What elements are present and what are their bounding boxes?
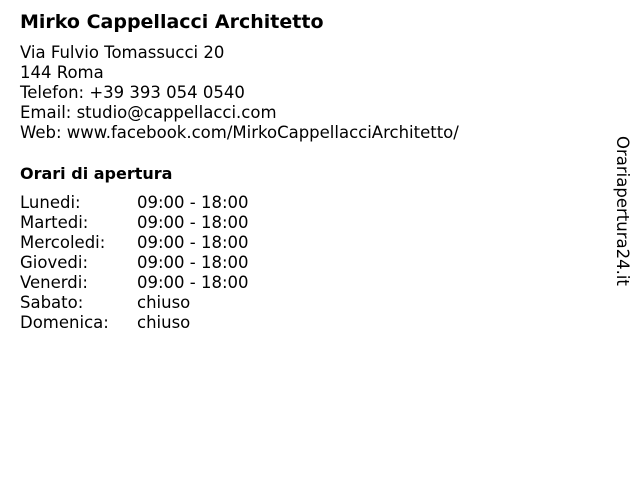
business-name: Mirko Cappellacci Architetto xyxy=(20,11,324,33)
hours-row-monday xyxy=(20,193,249,213)
hours-row-friday xyxy=(20,273,249,293)
website-line: Web: www.facebook.com/MirkoCappellacciArchitetto/ xyxy=(20,123,459,142)
day-label: Venerdi: xyxy=(20,273,88,292)
hours-row-thursday xyxy=(20,253,249,273)
day-label: Giovedi: xyxy=(20,253,88,272)
opening-hours-heading: Orari di apertura xyxy=(20,164,173,183)
day-label: Martedi: xyxy=(20,213,89,232)
street-address: Via Fulvio Tomassucci 20 xyxy=(20,43,225,62)
day-label: Mercoledi: xyxy=(20,233,106,252)
day-hours: 09:00 - 18:00 xyxy=(137,253,249,272)
day-hours: chiuso xyxy=(137,293,191,312)
day-hours: 09:00 - 18:00 xyxy=(137,193,249,212)
hours-row-wednesday xyxy=(20,233,249,253)
hours-row-saturday xyxy=(20,293,249,313)
day-label: Lunedi: xyxy=(20,193,81,212)
day-hours: chiuso xyxy=(137,313,191,332)
brand-watermark xyxy=(612,136,632,311)
phone-line: Telefon: +39 393 054 0540 xyxy=(20,83,245,102)
day-label: Sabato: xyxy=(20,293,84,312)
hours-row-tuesday xyxy=(20,213,249,233)
business-card xyxy=(20,10,600,333)
contact-block xyxy=(20,43,600,143)
postal-city: 144 Roma xyxy=(20,63,104,82)
brand-site-name: Orariapertura24.it xyxy=(613,136,632,286)
day-hours: 09:00 - 18:00 xyxy=(137,213,249,232)
email-line: Email: studio@cappellacci.com xyxy=(20,103,277,122)
day-hours: 09:00 - 18:00 xyxy=(137,233,249,252)
hours-row-sunday xyxy=(20,313,249,333)
day-label: Domenica: xyxy=(20,313,109,332)
day-hours: 09:00 - 18:00 xyxy=(137,273,249,292)
opening-hours-table xyxy=(20,193,249,333)
